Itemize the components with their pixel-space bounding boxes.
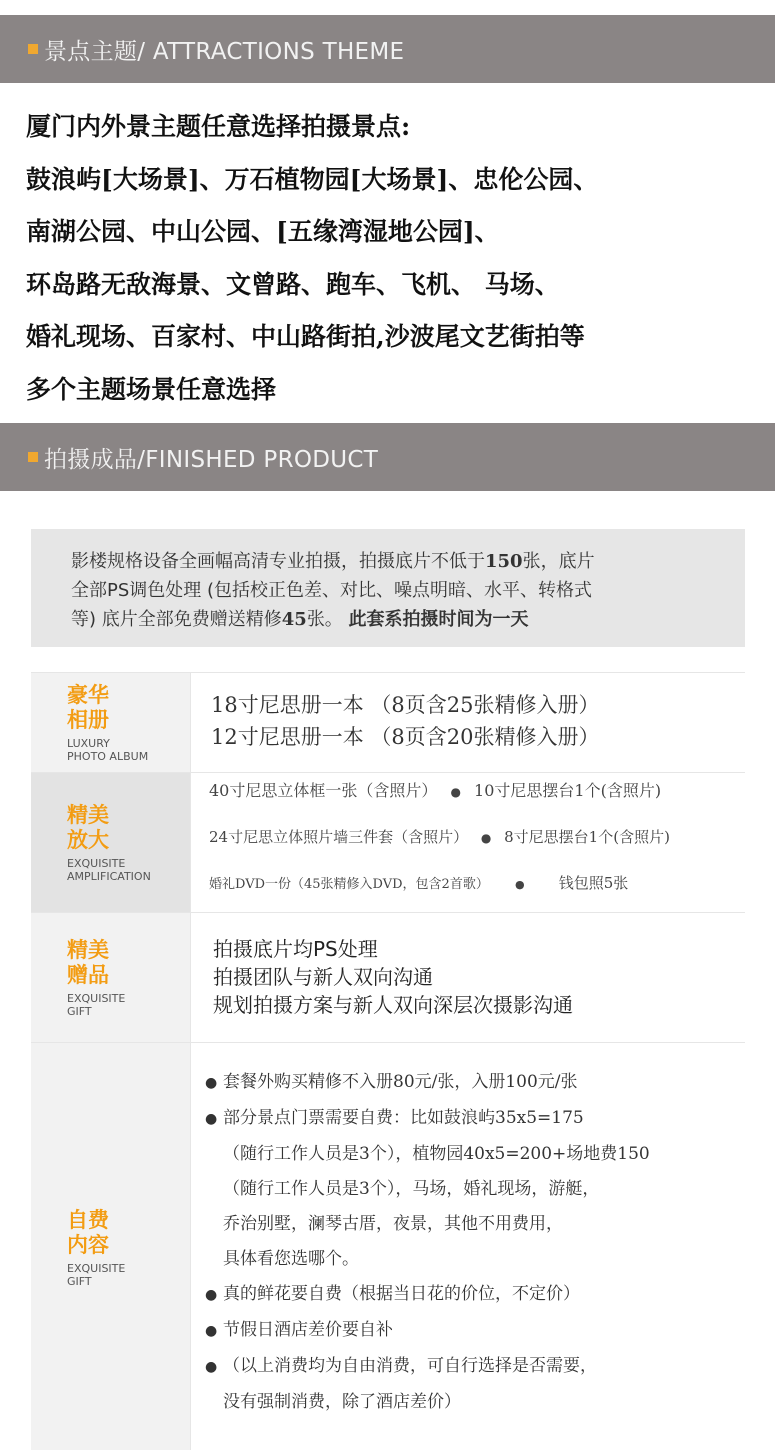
selfpay-text: 真的鲜花要自费（根据当日花的价位，不定价） — [223, 1284, 580, 1304]
attractions-header — [0, 15, 775, 83]
intro-line — [71, 605, 725, 634]
label-cn: 内容 — [67, 1232, 109, 1257]
amplification-item: 8寸尼思摆台1个(含照片) — [504, 828, 670, 846]
amplification-item: 24寸尼思立体照片墙三件套（含照片） — [209, 828, 469, 846]
label-en: PHOTO ALBUM — [67, 749, 149, 763]
product-table — [31, 672, 745, 1450]
intro-text: 影楼规格设备全画幅高清专业拍摄，拍摄底片不低于 — [71, 551, 485, 572]
intro-box — [31, 529, 745, 647]
intro-text: 张。 — [306, 609, 343, 630]
intro-highlight: 此套系拍摄时间为一天 — [348, 609, 529, 630]
selfpay-item — [205, 1101, 745, 1137]
gift-item: 拍摄团队与新人双向沟通 — [213, 965, 433, 989]
row-label — [31, 773, 190, 912]
gift-item: 规划拍摄方案与新人双向深层次摄影沟通 — [213, 993, 573, 1017]
row-label — [31, 673, 190, 772]
top-gap — [0, 0, 775, 15]
product-title: 拍摄成品/FINISHED PRODUCT — [44, 446, 379, 473]
attractions-line: 多个主题场景任意选择 — [26, 374, 277, 404]
label-en: EXQUISITE — [67, 1261, 126, 1275]
bullet-icon: ● — [205, 1323, 218, 1339]
selfpay-item — [205, 1349, 745, 1385]
attractions-list — [0, 83, 775, 423]
selfpay-text: （随行工作人员是3个），植物园40x5=200+场地费150 — [223, 1144, 650, 1164]
label-cn: 赠品 — [67, 962, 109, 987]
album-item: 12寸尼思册一本 （8页含20张精修入册） — [211, 725, 600, 749]
intro-number: 45 — [281, 609, 307, 630]
bullet-icon: ● — [480, 831, 492, 845]
gift-item: 拍摄底片均PS处理 — [213, 937, 378, 961]
attractions-line: 厦门内外景主题任意选择拍摄景点: — [26, 112, 411, 141]
square-bullet-icon — [28, 44, 38, 54]
intro-line — [71, 547, 725, 576]
amplification-item: 10寸尼思摆台1个(含照片) — [474, 781, 662, 800]
intro-number: 150 — [485, 551, 523, 572]
label-cn: 放大 — [67, 827, 109, 852]
amplification-item: 钱包照5张 — [558, 874, 629, 892]
label-en: AMPLIFICATION — [67, 869, 151, 883]
amplification-line — [209, 781, 745, 802]
attractions-line: 环岛路无敌海景、文曾路、跑车、飞机、 马场、 — [26, 269, 560, 299]
intro-line: 全部PS调色处理 (包括校正色差、对比、噪点明暗、水平、转格式 — [71, 580, 593, 601]
row-label — [31, 1043, 190, 1450]
attractions-line: 鼓浪屿[大场景]、万石植物园[大场景]、忠伦公园、 — [26, 164, 599, 194]
bullet-icon: ● — [205, 1111, 218, 1127]
amplification-line — [209, 827, 745, 848]
album-item: 18寸尼思册一本 （8页含25张精修入册） — [211, 693, 600, 717]
bullet-icon: ● — [205, 1075, 218, 1091]
label-cn: 精美 — [67, 937, 109, 962]
selfpay-item — [205, 1313, 745, 1349]
product-header — [0, 423, 775, 491]
bullet-icon: ● — [514, 878, 525, 891]
selfpay-item — [205, 1277, 745, 1313]
label-cn: 豪华 — [67, 682, 109, 707]
selfpay-text: 具体看您选哪个。 — [223, 1249, 359, 1269]
intro-text: 等) 底片全部免费赠送精修 — [71, 609, 282, 630]
attractions-line: 南湖公园、中山公园、[五缘湾湿地公园]、 — [26, 217, 500, 246]
row-content — [190, 913, 745, 1042]
label-en: LUXURY — [67, 736, 110, 750]
row-luxury-album — [31, 673, 745, 773]
intro-text: 张，底片 — [522, 551, 595, 572]
selfpay-text: 节假日酒店差价要自补 — [223, 1320, 393, 1340]
row-content — [190, 673, 745, 772]
bullet-icon: ● — [450, 785, 461, 799]
row-gift — [31, 913, 745, 1043]
attractions-title: 景点主题/ ATTRACTIONS THEME — [44, 38, 405, 65]
label-en: EXQUISITE — [67, 991, 126, 1005]
selfpay-text: （随行工作人员是3个），马场，婚礼现场，游艇， — [223, 1179, 600, 1199]
label-cn: 自费 — [67, 1207, 109, 1232]
attractions-line: 婚礼现场、百家村、中山路街拍,沙波尾文艺街拍等 — [26, 322, 585, 351]
row-self-pay — [31, 1043, 745, 1450]
product-section — [0, 491, 775, 1450]
row-label — [31, 913, 190, 1042]
selfpay-text: 没有强制消费，除了酒店差价） — [223, 1392, 461, 1412]
square-bullet-icon — [28, 452, 38, 462]
selfpay-text: 套餐外购买精修不入册80元/张，入册100元/张 — [223, 1072, 578, 1092]
label-en: GIFT — [67, 1004, 92, 1018]
selfpay-text: 部分景点门票需要自费：比如鼓浪屿35x5=175 — [223, 1108, 584, 1128]
row-content — [190, 773, 745, 912]
label-cn: 相册 — [67, 707, 109, 732]
label-en: GIFT — [67, 1274, 92, 1288]
selfpay-text: （以上消费均为自由消费，可自行选择是否需要， — [223, 1356, 597, 1376]
selfpay-text: 乔治别墅，澜琴古厝，夜景，其他不用费用， — [223, 1214, 563, 1234]
label-cn: 精美 — [67, 802, 109, 827]
row-content — [190, 1043, 745, 1450]
row-amplification — [31, 773, 745, 913]
amplification-line — [209, 873, 745, 895]
amplification-item: 40寸尼思立体框一张（含照片） — [209, 781, 438, 800]
label-en: EXQUISITE — [67, 856, 126, 870]
selfpay-item — [205, 1065, 745, 1101]
bullet-icon: ● — [205, 1359, 218, 1375]
amplification-item: 婚礼DVD一份（45张精修入DVD，包含2首歌） — [209, 877, 489, 892]
bullet-icon: ● — [205, 1287, 218, 1303]
